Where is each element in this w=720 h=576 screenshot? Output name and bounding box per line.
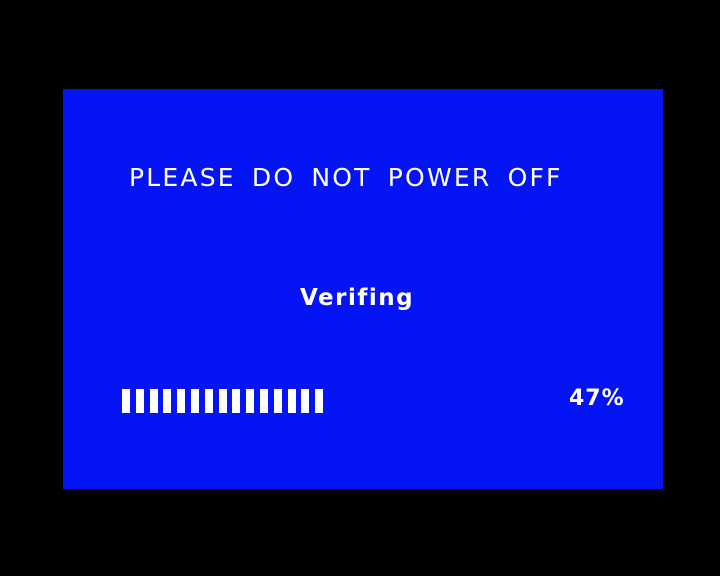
progress-bar — [122, 389, 362, 413]
progress-segment — [205, 389, 213, 413]
progress-segment — [246, 389, 254, 413]
update-panel — [63, 89, 663, 489]
progress-segment — [232, 389, 240, 413]
progress-segment — [260, 389, 268, 413]
progress-segment — [219, 389, 227, 413]
progress-segment — [274, 389, 282, 413]
progress-segment — [163, 389, 171, 413]
progress-segment — [150, 389, 158, 413]
power-off-warning: PLEASE DO NOT POWER OFF — [129, 163, 563, 192]
progress-segment — [177, 389, 185, 413]
progress-segment — [122, 389, 130, 413]
progress-segment — [301, 389, 309, 413]
status-text: Verifing — [300, 285, 415, 311]
progress-segment — [136, 389, 144, 413]
progress-segment — [315, 389, 323, 413]
progress-percent: 47% — [569, 386, 625, 411]
progress-segment — [288, 389, 296, 413]
progress-segment — [191, 389, 199, 413]
